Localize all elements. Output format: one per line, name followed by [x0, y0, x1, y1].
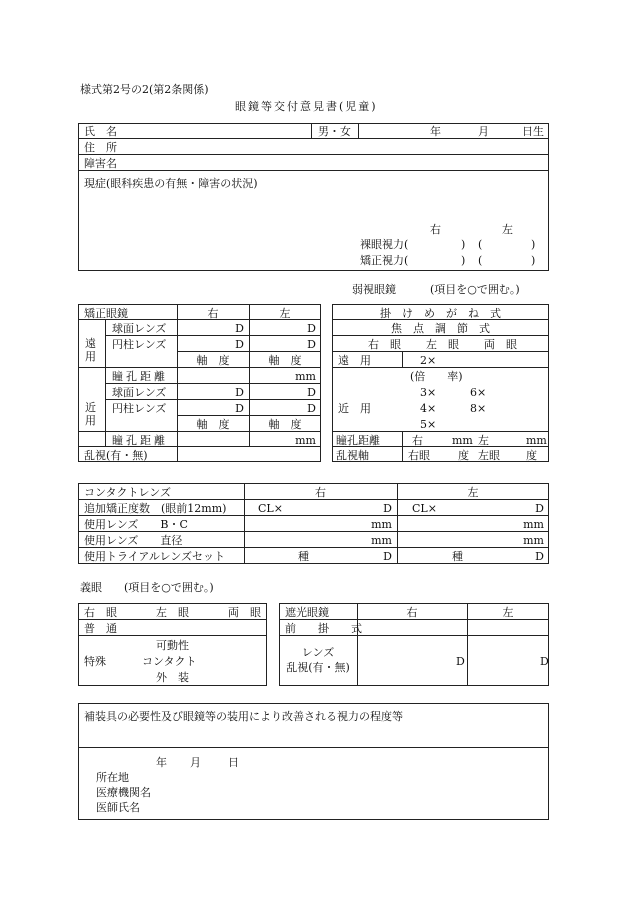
right-eye: 右 眼: [84, 606, 117, 619]
disability-label: 障害名: [84, 157, 117, 170]
pd-label: 瞳孔距離: [112, 434, 168, 447]
vision-left-label: 左: [502, 223, 513, 236]
address-label: 住 所: [84, 141, 117, 154]
unit: D: [307, 402, 316, 415]
unit: mm: [452, 434, 473, 447]
axis-label: 軸 度: [196, 418, 230, 431]
mag-6x: 6×: [470, 386, 487, 399]
pd-short: 瞳孔距離: [336, 434, 380, 447]
form-number: 様式第2号の2(第2条関係): [80, 83, 209, 96]
paren: (: [478, 238, 483, 251]
date-day: 日: [228, 756, 239, 769]
col-left: 左: [279, 307, 291, 320]
unit: mm: [526, 434, 547, 447]
focus-type: 焦 点 調 節 式: [391, 322, 490, 335]
contact-label: コンタクトレンズ: [84, 486, 171, 499]
vision-right-label: 右: [430, 223, 441, 236]
naked-vision-label: 裸眼視力(: [360, 238, 409, 251]
both-eyes: 両 眼: [228, 606, 261, 619]
axis-label: 軸 度: [196, 354, 230, 367]
prosthesis-heading: 義眼: [80, 581, 102, 594]
unit: D: [235, 386, 244, 399]
pd-left: 左: [478, 434, 489, 447]
col-right: 右: [207, 307, 219, 320]
kind-left: 種: [452, 550, 463, 563]
condition-label: 現症(眼科疾患の有無・障害の状況): [84, 177, 258, 190]
unit: 度: [526, 449, 537, 462]
unit: mm: [295, 370, 316, 383]
birth-day-label: 日生: [522, 125, 544, 138]
correction-label: 矯正眼鏡: [84, 307, 128, 320]
institution-label: 医療機関名: [96, 786, 151, 799]
trial-set-label: 使用トライアルレンズセット: [84, 550, 226, 563]
left-eye: 左 眼: [426, 338, 459, 351]
prosthesis-note: (項目を○で囲む。): [124, 581, 214, 594]
unit: D: [383, 502, 392, 515]
mag-8x: 8×: [470, 402, 487, 415]
far-use: 遠 用: [338, 354, 371, 367]
paren: ): [531, 254, 536, 267]
kind-right: 種: [298, 550, 309, 563]
unit: D: [235, 322, 244, 335]
paren: ): [531, 238, 536, 251]
corrected-vision-label: 矯正視力(: [360, 254, 409, 267]
far-label: 遠用: [85, 337, 96, 363]
axis-label: 軸 度: [268, 354, 302, 367]
sex-label: 男・女: [318, 125, 351, 138]
left-eye: 左 眼: [156, 606, 189, 619]
unit: mm: [371, 518, 392, 531]
frame-type: 掛 け め が ね 式: [380, 307, 501, 320]
lens-bc-label: 使用レンズ B・C: [84, 518, 188, 531]
paren: (: [478, 254, 483, 267]
unit: mm: [295, 434, 316, 447]
page-title: 眼鏡等交付意見書(児童): [235, 100, 378, 113]
pd-label: 瞳孔距離: [112, 370, 168, 383]
unit: D: [383, 550, 392, 563]
cylinder-label: 円柱レンズ: [112, 338, 167, 351]
unit: mm: [523, 534, 544, 547]
necessity-label: 補装具の必要性及び眼鏡等の装用により改善される視力の程度等: [84, 710, 403, 723]
low-vision-note: (項目を○で囲む。): [430, 283, 520, 296]
near-use: 近 用: [338, 402, 371, 415]
paren: ): [461, 238, 466, 251]
astig-axis: 乱視軸: [336, 449, 369, 462]
right-eye: 右 眼: [368, 338, 401, 351]
shading-label: 遮光眼鏡: [285, 606, 329, 619]
sphere-label: 球面レンズ: [112, 322, 167, 335]
lens-diameter-label: 使用レンズ 直径: [84, 534, 183, 547]
both-eyes: 両 眼: [484, 338, 517, 351]
unit: D: [307, 338, 316, 351]
low-vision-heading: 弱視眼鏡: [352, 283, 396, 296]
unit: 度: [458, 449, 469, 462]
date-year: 年: [156, 756, 167, 769]
sphere-label: 球面レンズ: [112, 386, 167, 399]
unit: D: [535, 550, 544, 563]
unit: D: [307, 386, 316, 399]
unit: D: [540, 655, 549, 668]
birth-month-label: 月: [478, 125, 489, 138]
mag-5x: 5×: [420, 418, 437, 431]
unit: D: [456, 655, 465, 668]
unit: D: [235, 402, 244, 415]
front-clip-label: 前 掛 式: [285, 622, 362, 635]
axis-label: 軸 度: [268, 418, 302, 431]
cl-left: CL×: [412, 502, 437, 515]
col-left: 左: [502, 606, 514, 619]
date-month: 月: [190, 756, 201, 769]
normal-label: 普 通: [84, 622, 117, 635]
unit: D: [307, 322, 316, 335]
unit: D: [235, 338, 244, 351]
near-label: 近用: [85, 401, 96, 427]
paren: ): [461, 254, 466, 267]
unit: mm: [523, 518, 544, 531]
mag-4x: 4×: [420, 402, 437, 415]
pd-right: 右: [412, 434, 423, 447]
astig-label: 乱視(有・無): [286, 661, 350, 674]
unit: mm: [371, 534, 392, 547]
contact-type-label: コンタクト: [142, 655, 197, 668]
name-label: 氏 名: [84, 125, 117, 138]
astig-left-eye: 左眼: [478, 449, 500, 462]
astig-right-eye: 右眼: [408, 449, 430, 462]
col-left: 左: [467, 486, 479, 499]
magnification-label: (倍 率): [410, 370, 463, 383]
movable-label: 可動性: [156, 639, 189, 652]
mag-3x: 3×: [420, 386, 437, 399]
col-right: 右: [315, 486, 326, 499]
birth-year-label: 年: [430, 125, 441, 138]
location-label: 所在地: [96, 771, 129, 784]
unit: D: [535, 502, 544, 515]
cylinder-label: 円柱レンズ: [112, 402, 167, 415]
doctor-label: 医師氏名: [96, 801, 140, 814]
mag-2x: 2×: [420, 354, 437, 367]
special-label: 特殊: [84, 655, 106, 668]
add-power-label: 追加矯正度数 (眼前12mm): [84, 502, 227, 515]
exterior-label: 外 装: [156, 671, 189, 684]
cl-right: CL×: [258, 502, 283, 515]
astigmatism-label: 乱視(有・無): [84, 449, 148, 462]
col-right: 右: [406, 606, 418, 619]
lens-label: レンズ: [301, 646, 335, 659]
